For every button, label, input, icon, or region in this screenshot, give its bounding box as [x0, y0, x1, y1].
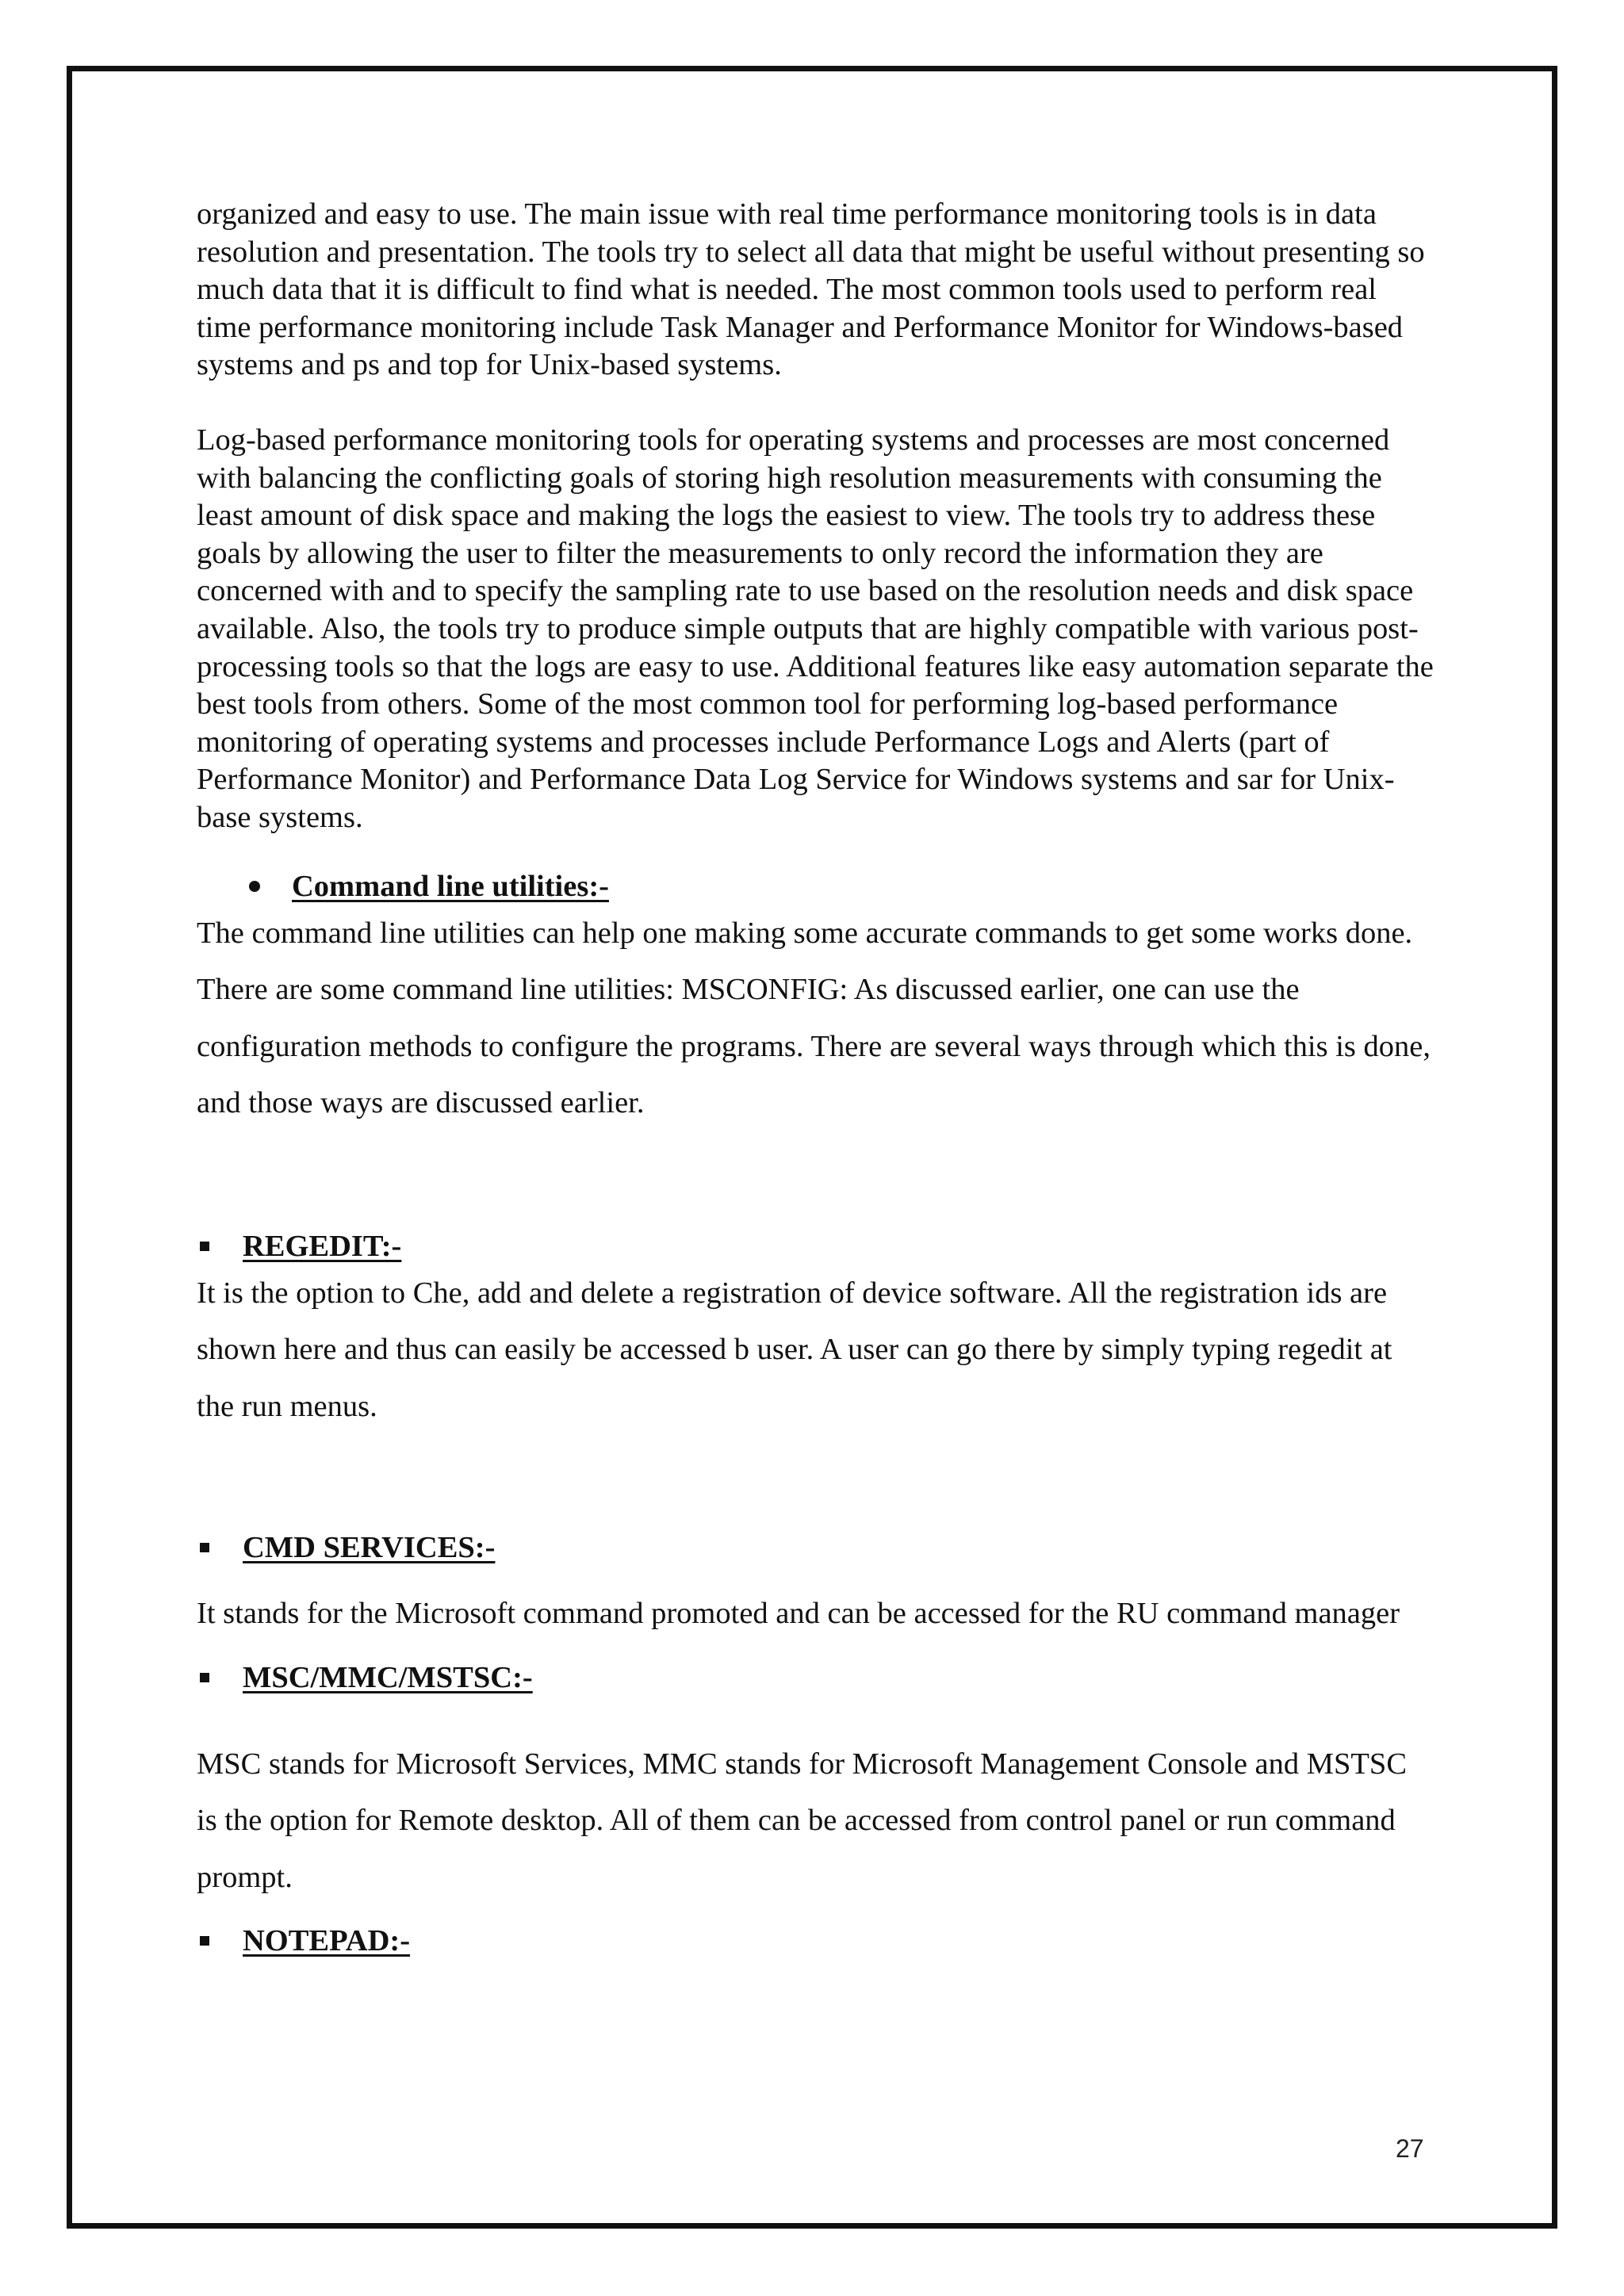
paragraph-regedit: It is the option to Che, add and delete a registration of device software. All the registration ids are shown here and thus can easily be accessed b user. A user can go there by simply typing regedit at the run menus. [197, 1276, 1392, 1423]
heading-label: NOTEPAD:- [243, 1924, 411, 1957]
heading-label: REGEDIT:- [243, 1229, 402, 1263]
heading-msc-mmc-mstsc [197, 1659, 1434, 1697]
heading-cmd-services [197, 1529, 1434, 1567]
heading-label: Command line utilities:- [292, 869, 609, 903]
heading-command-line-utilities [197, 867, 1434, 905]
paragraph-msc-mmc-mstsc: MSC stands for Microsoft Services, MMC stands for Microsoft Management Console and MSTSC is the option for Remote desktop. All of them can be accessed from control panel or run command prompt. [197, 1747, 1407, 1894]
disc-bullet-icon [249, 881, 260, 892]
paragraph-command-line-utilities: The command line utilities can help one making some accurate commands to get some works done. There are some command line utilities: MSCONFIG: As discussed earlier, one can use the configuration methods to configure the programs. There are several ways through which this is done, and those ways are discussed earlier. [197, 916, 1431, 1119]
page-number: 27 [1396, 2134, 1424, 2163]
heading-label: MSC/MMC/MSTSC:- [243, 1660, 533, 1694]
square-bullet-icon [200, 1242, 209, 1251]
square-bullet-icon [200, 1543, 209, 1552]
paragraph-log-based-monitoring: Log-based performance monitoring tools for operating systems and processes are most concerned with balancing the conflicting goals of storing high resolution measurements with consuming the least amount of disk space and making the logs the easiest to view. The tools try to address these goals by allowing the user to filter the measurements to only record the information they are concerned with and to specify the sampling rate to use based on the resolution needs and disk space available. Also, the tools try to produce simple outputs that are highly compatible with various post-processing tools so that the logs are easy to use. Additional features like easy automation separate the best tools from others. Some of the most common tool for performing log-based performance monitoring of operating systems and processes include Performance Logs and Alerts (part of Performance Monitor) and Performance Data Log Service for Windows systems and sar for Unix-base systems. [197, 423, 1434, 834]
square-bullet-icon [200, 1673, 209, 1682]
paragraph-cmd-services: It stands for the Microsoft command promoted and can be accessed for the RU command manager [197, 1597, 1400, 1630]
square-bullet-icon [200, 1936, 209, 1946]
heading-label: CMD SERVICES:- [243, 1531, 496, 1564]
heading-notepad [197, 1922, 1434, 1960]
paragraph-realtime-monitoring: organized and easy to use. The main issue with real time performance monitoring tools is in data resolution and presentation. The tools try to select all data that might be useful without presenting so much data that it is difficult to find what is needed. The most common tools used to perform real time performance monitoring include Task Manager and Performance Monitor for Windows-based systems and ps and top for Unix-based systems. [197, 197, 1425, 382]
heading-regedit [197, 1227, 1434, 1265]
document-body [197, 196, 1434, 1960]
